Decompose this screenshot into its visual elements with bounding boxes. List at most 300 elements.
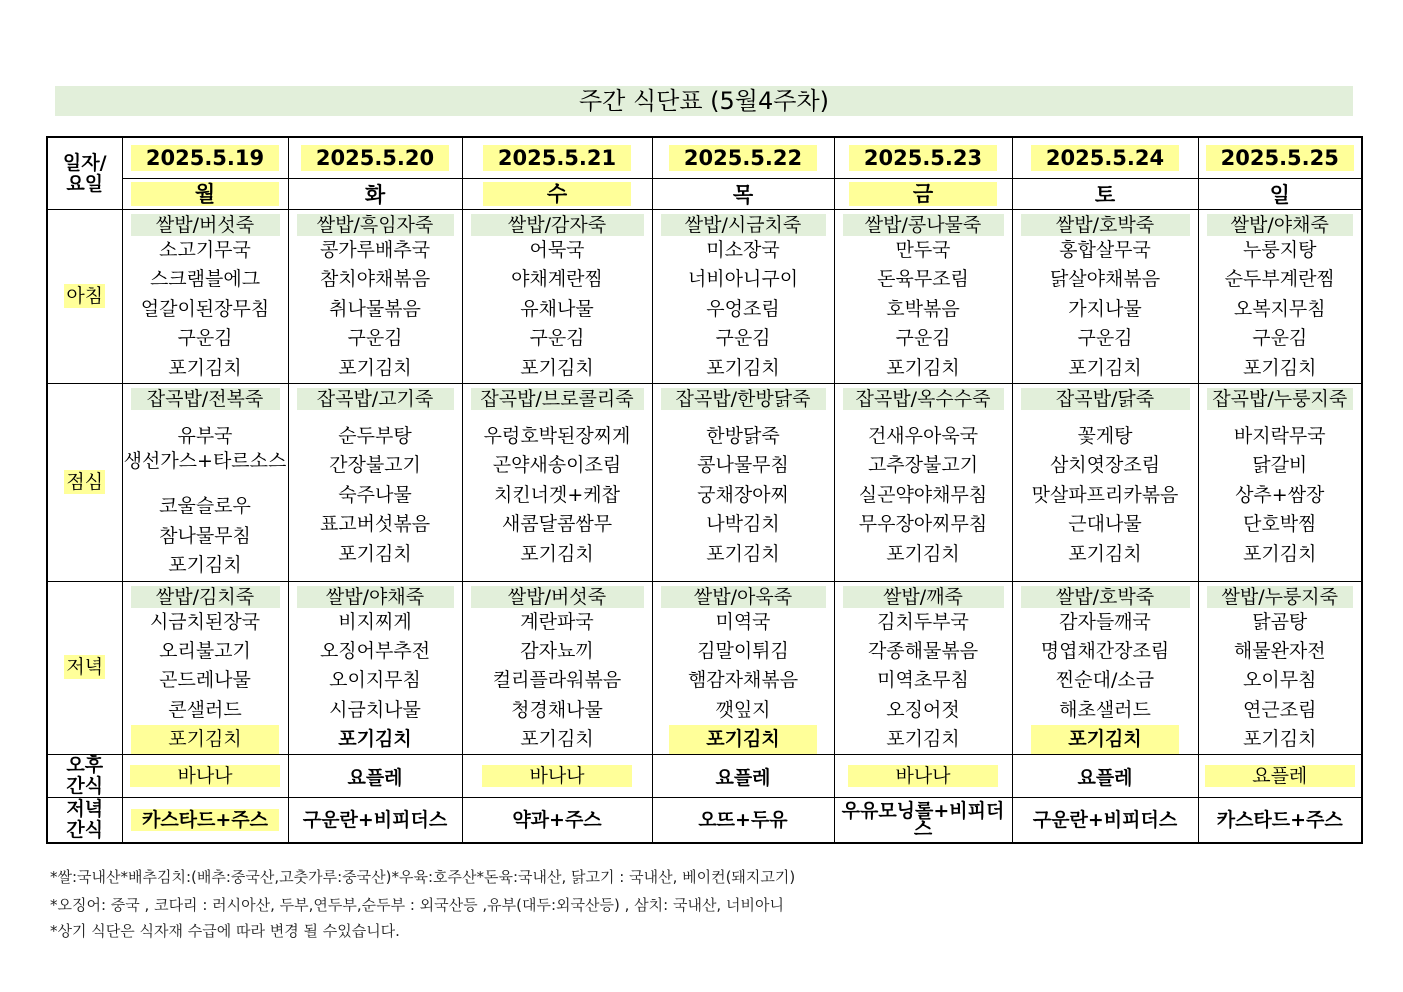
- label-line: 저녁: [66, 798, 104, 821]
- menu-item: [123, 354, 288, 383]
- menu-item-text: 실곤약야채무침: [858, 483, 988, 506]
- menu-item: [1199, 265, 1362, 294]
- menu-item: [463, 510, 652, 539]
- lunch-cell: [288, 383, 462, 581]
- menu-item: [123, 522, 288, 551]
- evening-snack-cell: [1012, 798, 1198, 844]
- menu-item: [289, 696, 462, 725]
- menu-item-text: 표고버섯볶음: [319, 513, 431, 536]
- menu-item: [1199, 295, 1362, 324]
- dinner-label-text: 저녁: [66, 656, 104, 679]
- menu-item-text: 가지나물: [1068, 297, 1142, 320]
- menu-item-text: 곤드레나물: [159, 669, 251, 692]
- menu-item: [123, 422, 288, 451]
- menu-item-text: 감자들깨국: [1059, 610, 1151, 633]
- date-day-label: [47, 137, 122, 210]
- menu-item: [123, 236, 288, 265]
- menu-item: [289, 725, 462, 754]
- menu-item: [653, 354, 834, 383]
- menu-item: [123, 637, 288, 666]
- menu-item-text: 맛살파프리카볶음: [1031, 483, 1179, 506]
- dinner-label: [47, 581, 122, 755]
- menu-item: [463, 354, 652, 383]
- evening-snack-text: 오뜨+두유: [698, 809, 788, 832]
- menu-item-text: 찐순대/소금: [1055, 669, 1155, 692]
- menu-item: [835, 637, 1012, 666]
- menu-item: [835, 540, 1012, 569]
- menu-item: [1013, 295, 1198, 324]
- menu-item: [463, 637, 652, 666]
- lunch-cell: [122, 383, 288, 581]
- note-origin-1: *쌀:국내산*배추김치:(배추:중국산,고춧가루:중국산)*우육:호주산*돈육:국내산, 닭고기 : 국내산, 베이컨(돼지고기): [50, 868, 796, 886]
- menu-item: [1013, 422, 1198, 451]
- day-text: 목: [732, 183, 754, 207]
- evening-snack-cell: [652, 798, 834, 844]
- rice-porridge: 쌀밥/버섯죽: [471, 586, 644, 608]
- menu-item: [835, 608, 1012, 637]
- menu-item-text: 포기김치: [669, 725, 817, 754]
- menu-item-text: 김치두부국: [877, 610, 969, 633]
- breakfast-cell: [1198, 210, 1362, 384]
- menu-item-text: 닭곰탕: [1252, 610, 1308, 633]
- menu-item-text: 오이지무침: [329, 669, 421, 692]
- menu-item-text: 계란파국: [520, 610, 594, 633]
- menu-item: [463, 725, 652, 754]
- menu-item: [123, 451, 288, 492]
- menu-item-text: 건새우아욱국: [867, 424, 979, 447]
- rice-porridge: 잡곡밥/고기죽: [297, 388, 454, 410]
- lunch-cell: [1198, 383, 1362, 581]
- menu-item-text: 감자뇨끼: [520, 639, 594, 662]
- menu-item: [1013, 510, 1198, 539]
- breakfast-cell: [652, 210, 834, 384]
- menu-item: [463, 265, 652, 294]
- menu-item-text: 한방닭죽: [706, 424, 780, 447]
- menu-item: [463, 451, 652, 480]
- rice-porridge: 쌀밥/콩나물죽: [843, 214, 1004, 236]
- menu-item: [463, 696, 652, 725]
- menu-item-text: 청경채나물: [511, 698, 603, 721]
- day-text: 토: [1094, 183, 1116, 207]
- dinner-cell: [288, 581, 462, 755]
- menu-item-text: 포기김치: [706, 356, 780, 379]
- menu-item-text: 해물완자전: [1233, 639, 1326, 662]
- menu-item-text: 무우장아찌무침: [858, 513, 988, 536]
- menu-item: [289, 324, 462, 353]
- menu-item-text: 우렁호박된장찌게: [483, 424, 631, 447]
- menu-item: [1199, 451, 1362, 480]
- menu-item: [1013, 540, 1198, 569]
- breakfast-cell: [834, 210, 1012, 384]
- menu-item-text: 구운김: [529, 327, 585, 350]
- menu-item-text: 컬리플라워볶음: [492, 669, 622, 692]
- menu-item-text: 깻잎지: [715, 698, 771, 721]
- menu-item: [1013, 236, 1198, 265]
- menu-item-text: 소고기무국: [159, 239, 251, 261]
- evening-snack-text: 구운란+비피더스: [302, 809, 448, 832]
- rice-porridge: 잡곡밥/옥수수죽: [843, 388, 1004, 410]
- rice-porridge: 쌀밥/야채죽: [1207, 214, 1354, 236]
- rice-porridge: 잡곡밥/한방닭죽: [661, 388, 826, 410]
- menu-item-text: 구운김: [1077, 327, 1133, 350]
- menu-item-text: 미소장국: [706, 239, 780, 261]
- menu-item: [289, 295, 462, 324]
- menu-item: [653, 608, 834, 637]
- menu-item-text: 햄감자채볶음: [687, 669, 799, 692]
- rice-porridge: 쌀밥/김치죽: [131, 586, 280, 608]
- menu-item: [1013, 608, 1198, 637]
- rice-porridge: 잡곡밥/전복죽: [131, 388, 280, 410]
- menu-item: [1199, 510, 1362, 539]
- day-cell: [1198, 179, 1362, 210]
- menu-item: [463, 666, 652, 695]
- day-text: 일: [1269, 183, 1290, 207]
- menu-item-text: 생선가스+타르소스: [123, 450, 287, 473]
- menu-item-text: 각종해물볶음: [867, 639, 979, 662]
- menu-item: [1199, 540, 1362, 569]
- menu-item: [123, 295, 288, 324]
- menu-item-text: 만두국: [895, 239, 951, 261]
- day-text: 화: [364, 183, 386, 207]
- menu-item: [835, 422, 1012, 451]
- breakfast-label: [47, 210, 122, 384]
- rice-porridge: 쌀밥/감자죽: [471, 214, 644, 236]
- rice-porridge: 쌀밥/호박죽: [1021, 586, 1190, 608]
- menu-item-text: 미역국: [715, 610, 771, 633]
- menu-item: [653, 236, 834, 265]
- menu-item-text: 닭살야채볶음: [1049, 268, 1161, 291]
- afternoon-snack-cell: [834, 755, 1012, 798]
- evening-snack-cell: [1198, 798, 1362, 844]
- menu-item-text: 포기김치: [338, 356, 412, 379]
- menu-item: [835, 451, 1012, 480]
- menu-item-text: 포기김치: [1243, 542, 1317, 565]
- menu-item-text: 포기김치: [1031, 725, 1179, 754]
- date-text: 2025.5.21: [483, 145, 631, 171]
- breakfast-label-text: 아침: [66, 284, 104, 307]
- date-text: 2025.5.24: [1031, 145, 1179, 171]
- menu-item-text: 구운김: [177, 327, 233, 350]
- menu-item-text: 포기김치: [886, 728, 960, 751]
- menu-item-text: 얼갈이된장무침: [140, 297, 270, 320]
- menu-item-text: 어묵국: [529, 239, 585, 261]
- dinner-cell: [652, 581, 834, 755]
- menu-item-text: 단호박찜: [1243, 513, 1317, 536]
- menu-item-text: 숙주나물: [338, 483, 412, 506]
- menu-item-text: 콩가루배추국: [319, 239, 431, 261]
- menu-item-text: 근대나물: [1068, 513, 1142, 536]
- label-date: 일자/: [62, 151, 107, 174]
- menu-item: [463, 608, 652, 637]
- lunch-cell: [462, 383, 652, 581]
- menu-item-text: 콩나물무침: [697, 454, 789, 477]
- note-change: *상기 식단은 식자재 수급에 따라 변경 될 수있습니다.: [50, 922, 400, 940]
- menu-item-text: 포기김치: [520, 356, 594, 379]
- date-cell: [652, 137, 834, 179]
- menu-item: [289, 422, 462, 451]
- menu-item-text: 오징어젓: [886, 698, 960, 721]
- dinner-cell: [462, 581, 652, 755]
- menu-item-text: 포기김치: [131, 725, 279, 754]
- note-origin-2: *오징어: 중국 , 코다리 : 러시아산, 두부,연두부,순두부 : 외국산등 ,유부(대두:외국산등) , 삼치: 국내산, 너비아니: [50, 896, 784, 914]
- menu-item: [1013, 666, 1198, 695]
- date-text: 2025.5.22: [669, 145, 817, 171]
- menu-item: [653, 295, 834, 324]
- menu-item: [835, 295, 1012, 324]
- day-cell: [122, 179, 288, 210]
- menu-item-text: 포기김치: [1243, 728, 1317, 751]
- breakfast-cell: [122, 210, 288, 384]
- menu-item: [289, 608, 462, 637]
- dinner-cell: [122, 581, 288, 755]
- date-cell: [1012, 137, 1198, 179]
- menu-item: [1199, 481, 1362, 510]
- rice-porridge: 쌀밥/버섯죽: [131, 214, 280, 236]
- menu-item: [1013, 324, 1198, 353]
- menu-item-text: 간장불고기: [329, 454, 421, 477]
- menu-item: [1199, 666, 1362, 695]
- menu-item-text: 누룽지탕: [1243, 239, 1317, 261]
- menu-item: [123, 696, 288, 725]
- menu-item: [835, 696, 1012, 725]
- menu-item: [463, 295, 652, 324]
- afternoon-snack-cell: [122, 755, 288, 798]
- menu-item-text: 포기김치: [168, 356, 242, 379]
- label-line: 간식: [66, 819, 104, 842]
- lunch-cell: [1012, 383, 1198, 581]
- menu-item: [289, 540, 462, 569]
- menu-item-text: 유부국: [177, 424, 233, 447]
- menu-item-text: 순두부계란찜: [1224, 268, 1335, 291]
- date-cell: [834, 137, 1012, 179]
- menu-item-text: 미역초무침: [877, 669, 969, 692]
- menu-item-text: 우엉조림: [706, 297, 780, 320]
- menu-item: [1013, 696, 1198, 725]
- menu-item: [653, 725, 834, 754]
- menu-item: [1199, 354, 1362, 383]
- menu-item: [1013, 451, 1198, 480]
- day-cell: [1012, 179, 1198, 210]
- menu-item: [1199, 637, 1362, 666]
- label-line: 오후: [66, 754, 104, 777]
- menu-item: [463, 422, 652, 451]
- menu-item: [835, 324, 1012, 353]
- menu-item: [1199, 422, 1362, 451]
- menu-item: [1013, 637, 1198, 666]
- menu-item-text: 포기김치: [168, 554, 242, 577]
- label-line: 간식: [66, 775, 104, 798]
- rice-porridge: 쌀밥/깨죽: [843, 586, 1004, 608]
- menu-item: [1013, 354, 1198, 383]
- menu-item-text: 스크램블에그: [149, 268, 261, 291]
- menu-item: [463, 481, 652, 510]
- menu-item: [289, 354, 462, 383]
- menu-item: [653, 540, 834, 569]
- menu-item-text: 포기김치: [886, 542, 960, 565]
- rice-porridge: 쌀밥/야채죽: [297, 586, 454, 608]
- menu-item-text: 명엽채간장조림: [1040, 639, 1170, 662]
- lunch-label: [47, 383, 122, 581]
- menu-item: [1199, 608, 1362, 637]
- menu-item: [835, 265, 1012, 294]
- afternoon-snack-cell: [652, 755, 834, 798]
- afternoon-snack-cell: [1012, 755, 1198, 798]
- menu-item-text: 포기김치: [520, 542, 594, 565]
- day-cell: [288, 179, 462, 210]
- menu-item-text: 포기김치: [1243, 356, 1317, 379]
- menu-item-text: 포기김치: [520, 728, 594, 751]
- evening-snack-cell: [288, 798, 462, 844]
- menu-item: [653, 666, 834, 695]
- rice-porridge: 쌀밥/시금치죽: [661, 214, 826, 236]
- menu-item: [463, 324, 652, 353]
- date-cell: [1198, 137, 1362, 179]
- menu-item-text: 구운김: [347, 327, 403, 350]
- menu-item-text: 바지락무국: [1233, 424, 1326, 447]
- evening-snack-cell: [122, 798, 288, 844]
- date-text: 2025.5.20: [301, 145, 449, 171]
- day-text: 월: [131, 182, 279, 206]
- menu-item: [289, 236, 462, 265]
- menu-item: [835, 666, 1012, 695]
- menu-item: [463, 236, 652, 265]
- menu-item: [653, 510, 834, 539]
- evening-snack-text: 우유모닝롤+비피더스: [841, 800, 1005, 841]
- menu-item-text: 돈육무조림: [877, 268, 969, 291]
- menu-item-text: 순두부탕: [338, 424, 412, 447]
- menu-item: [653, 265, 834, 294]
- menu-item-text: 궁채장아찌: [697, 483, 789, 506]
- rice-porridge: 잡곡밥/브로콜리죽: [471, 388, 644, 410]
- menu-item: [123, 492, 288, 521]
- afternoon-snack-cell: [288, 755, 462, 798]
- evening-snack-text: 카스타드+주스: [1216, 809, 1343, 832]
- date-cell: [122, 137, 288, 179]
- dinner-cell: [834, 581, 1012, 755]
- menu-item: [653, 637, 834, 666]
- evening-snack-text: 구운란+비피더스: [1032, 809, 1178, 832]
- menu-item-text: 포기김치: [338, 542, 412, 565]
- menu-item-text: 곤약새송이조림: [492, 454, 622, 477]
- rice-porridge: 쌀밥/누룽지죽: [1207, 586, 1354, 608]
- dinner-cell: [1198, 581, 1362, 755]
- menu-item: [1199, 236, 1362, 265]
- afternoon-snack-text: 요플레: [1205, 765, 1355, 787]
- menu-item-text: 포기김치: [886, 356, 960, 379]
- breakfast-cell: [1012, 210, 1198, 384]
- menu-item-text: 고추장불고기: [867, 454, 979, 477]
- menu-item: [289, 666, 462, 695]
- date-cell: [288, 137, 462, 179]
- menu-item-text: 김말이튀김: [697, 639, 789, 662]
- day-text: 수: [483, 182, 631, 206]
- menu-item-text: 콘샐러드: [168, 698, 242, 721]
- afternoon-snack-text: 요플레: [715, 766, 771, 789]
- rice-porridge: 잡곡밥/누룽지죽: [1207, 388, 1354, 410]
- menu-item: [835, 510, 1012, 539]
- evening-snack-text: 카스타드+주스: [131, 809, 279, 831]
- menu-item: [1013, 725, 1198, 754]
- breakfast-cell: [288, 210, 462, 384]
- afternoon-snack-cell: [1198, 755, 1362, 798]
- menu-item-text: 닭갈비: [1252, 454, 1308, 477]
- breakfast-cell: [462, 210, 652, 384]
- evening-snack-cell: [462, 798, 652, 844]
- rice-porridge: 잡곡밥/닭죽: [1021, 388, 1190, 410]
- menu-item: [289, 481, 462, 510]
- menu-item-text: 너비아니구이: [687, 268, 799, 291]
- menu-item-text: 오이무침: [1243, 669, 1317, 692]
- menu-item-text: 포기김치: [338, 728, 412, 751]
- date-text: 2025.5.25: [1206, 145, 1354, 171]
- menu-item-text: 오복지무침: [1233, 297, 1326, 320]
- menu-item: [123, 725, 288, 754]
- evening-snack-label: [47, 798, 122, 844]
- rice-porridge: 쌀밥/호박죽: [1021, 214, 1190, 236]
- menu-item-text: 삼치엿장조림: [1049, 454, 1161, 477]
- menu-item-text: 참치야채볶음: [319, 268, 431, 291]
- day-cell: [834, 179, 1012, 210]
- label-day: 요일: [66, 172, 104, 195]
- menu-item-text: 구운김: [895, 327, 951, 350]
- menu-item-text: 시금치된장국: [149, 610, 261, 633]
- menu-item-text: 오징어부추전: [319, 639, 431, 662]
- day-cell: [652, 179, 834, 210]
- menu-item-text: 시금치나물: [329, 698, 421, 721]
- menu-item: [653, 481, 834, 510]
- menu-item-text: 홍합살무국: [1059, 239, 1151, 261]
- menu-item-text: 호박볶음: [886, 297, 960, 320]
- menu-item: [123, 666, 288, 695]
- lunch-cell: [652, 383, 834, 581]
- menu-item: [835, 236, 1012, 265]
- menu-item: [835, 354, 1012, 383]
- menu-item: [653, 422, 834, 451]
- menu-item-text: 비지찌게: [338, 610, 412, 633]
- menu-item: [289, 265, 462, 294]
- menu-item: [463, 540, 652, 569]
- menu-item-text: 치킨너겟+케찹: [493, 483, 621, 506]
- menu-item: [653, 451, 834, 480]
- menu-item-text: 상추+쌈장: [1235, 483, 1325, 506]
- menu-item: [835, 481, 1012, 510]
- afternoon-snack-text: 요플레: [347, 766, 403, 789]
- menu-item-text: 야채계란찜: [511, 268, 603, 291]
- lunch-label-text: 점심: [66, 470, 104, 493]
- evening-snack-text: 약과+주스: [512, 809, 602, 832]
- menu-item-text: 해초샐러드: [1059, 698, 1151, 721]
- menu-item: [123, 265, 288, 294]
- rice-porridge: 쌀밥/흑임자죽: [297, 214, 454, 236]
- afternoon-snack-cell: [462, 755, 652, 798]
- evening-snack-cell: [834, 798, 1012, 844]
- menu-item: [1199, 725, 1362, 754]
- date-text: 2025.5.19: [131, 145, 279, 171]
- weekly-menu-table: [46, 136, 1363, 844]
- day-cell: [462, 179, 652, 210]
- menu-item: [123, 608, 288, 637]
- menu-item: [1013, 265, 1198, 294]
- menu-item-text: 연근조림: [1243, 698, 1317, 721]
- menu-item: [653, 696, 834, 725]
- rice-porridge: 쌀밥/아욱죽: [661, 586, 826, 608]
- afternoon-snack-text: 바나나: [130, 765, 280, 787]
- menu-item-text: 새콤달콤쌈무: [501, 513, 613, 536]
- menu-item: [653, 324, 834, 353]
- menu-item: [289, 637, 462, 666]
- day-text: 금: [849, 182, 997, 206]
- menu-item-text: 포기김치: [706, 542, 780, 565]
